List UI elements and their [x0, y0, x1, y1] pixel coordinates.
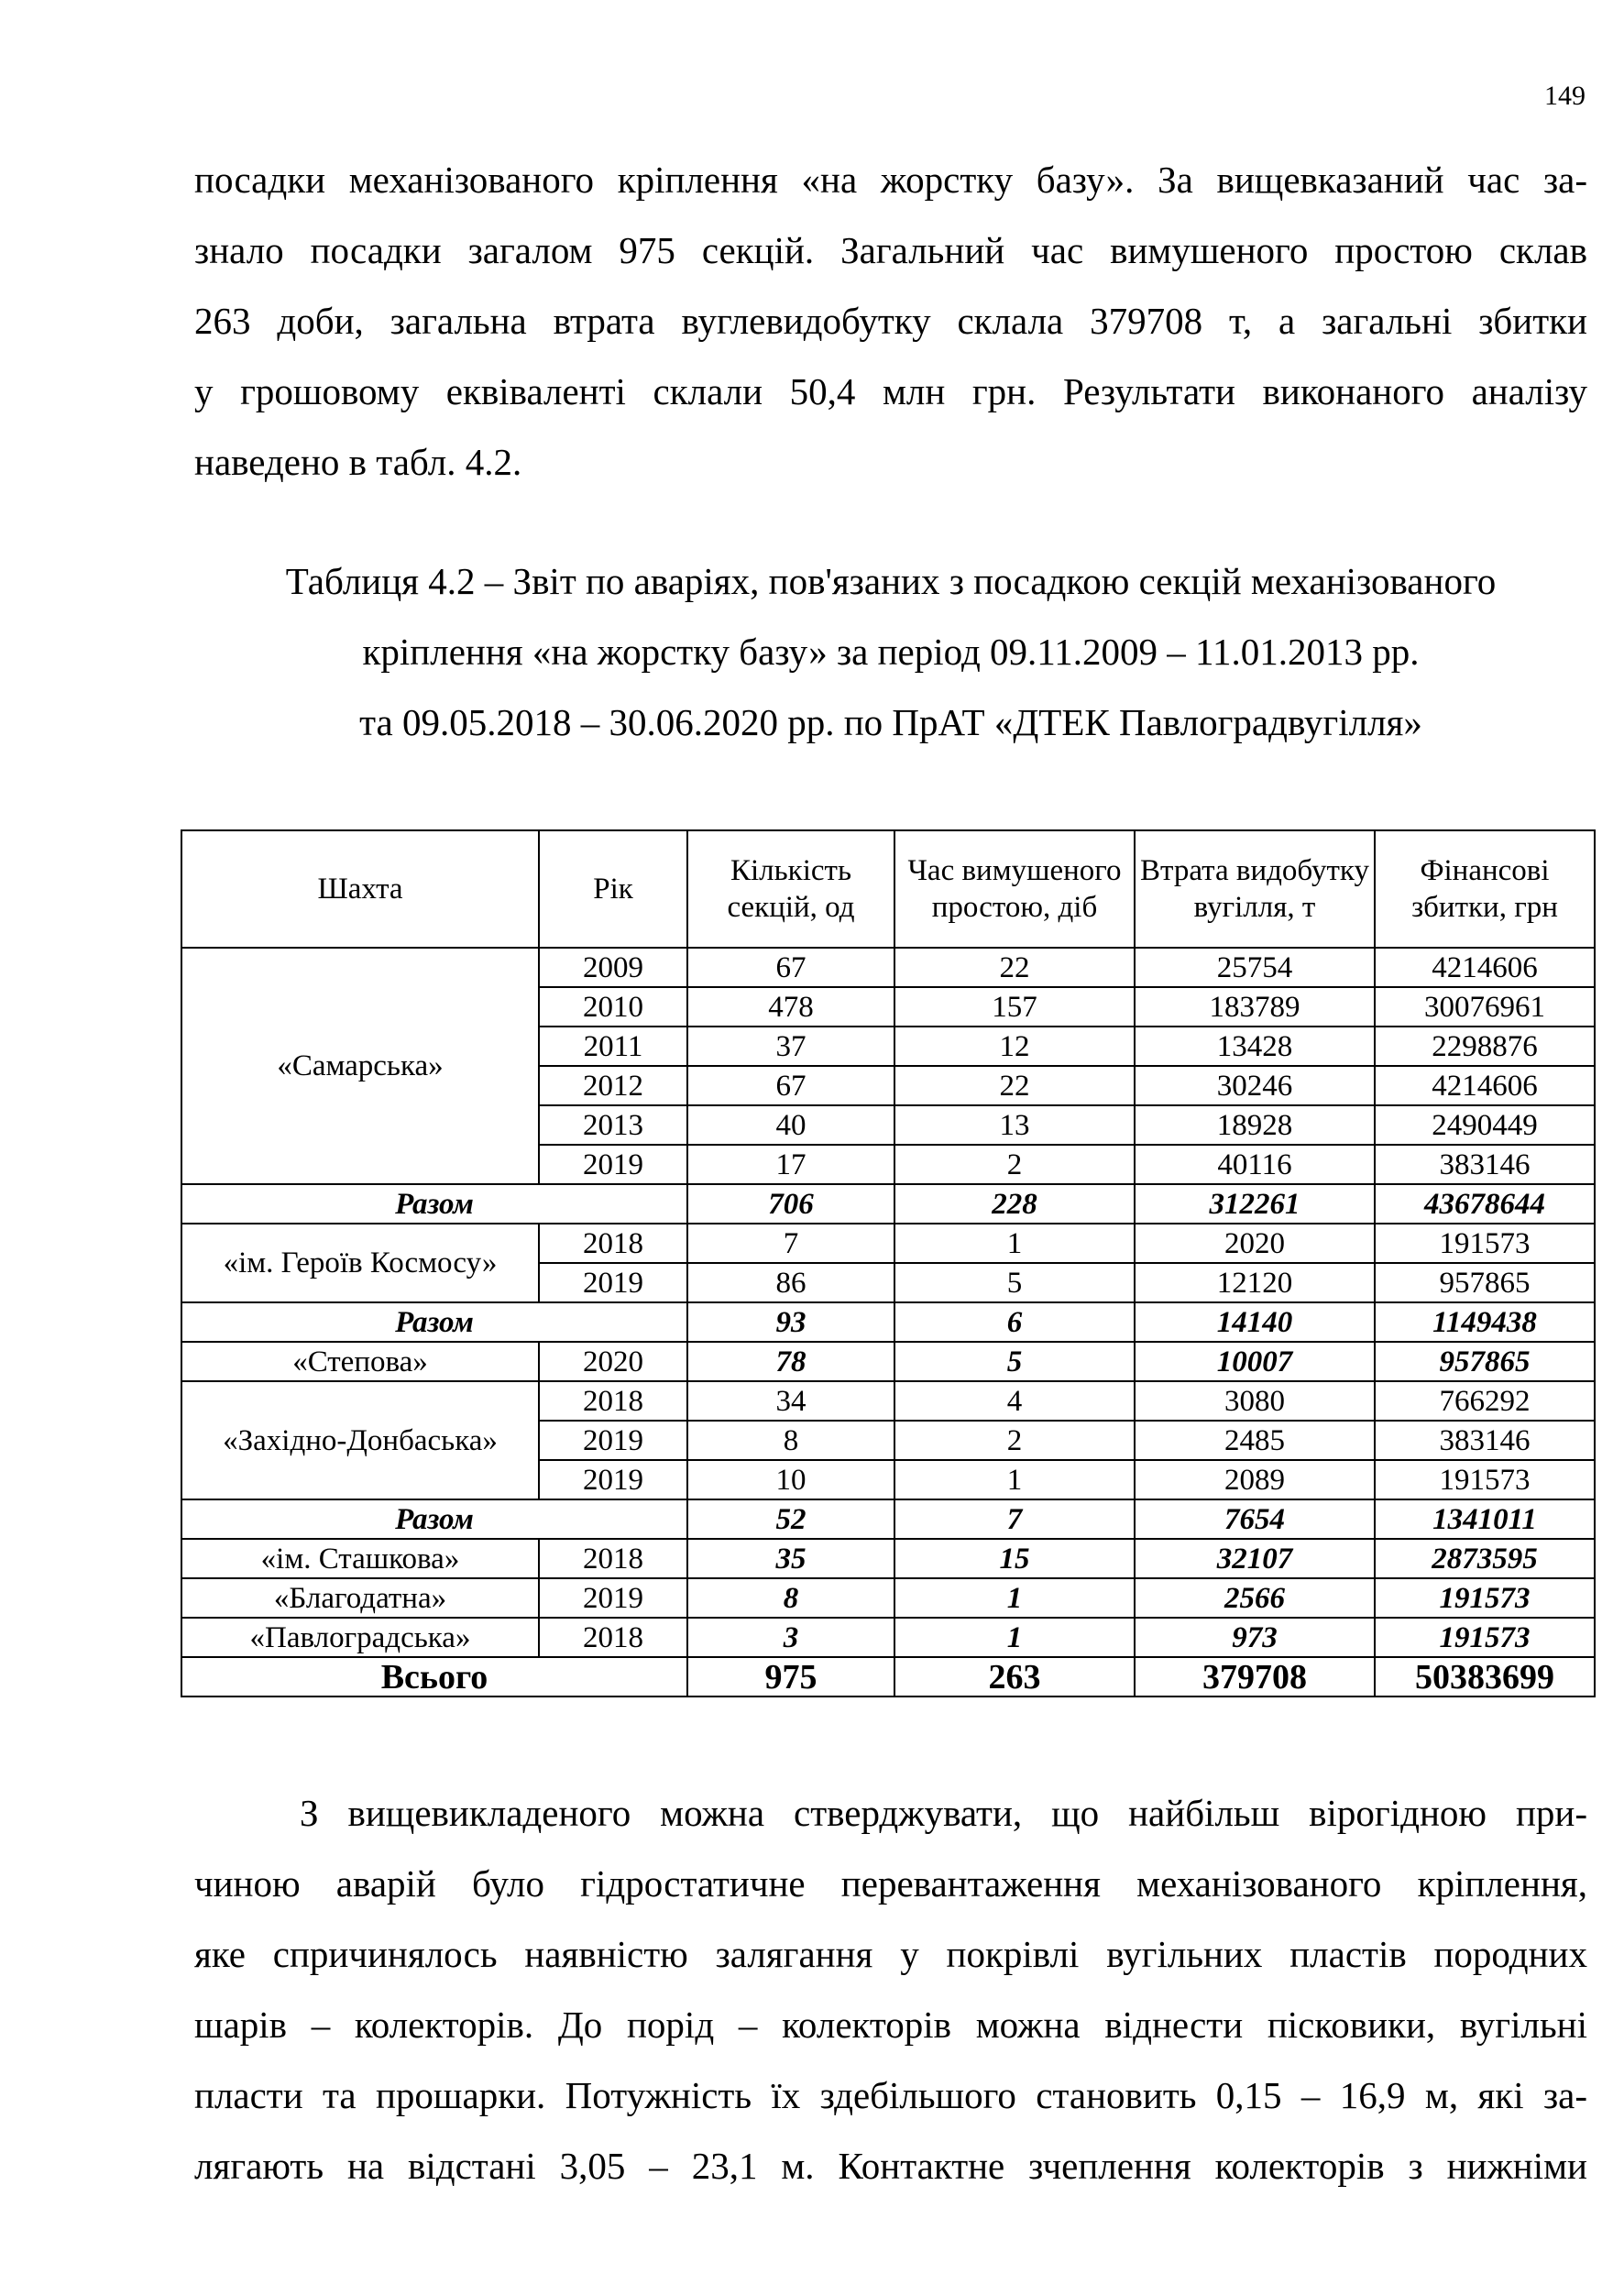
- cell-sections: 3: [687, 1618, 894, 1657]
- page-number: 149: [1544, 81, 1586, 111]
- cell-coal-loss: 2020: [1135, 1224, 1375, 1263]
- conclusion-line: шарів – колекторів. До порід – колекторів можна віднести пісковики, вугільні: [194, 2004, 1587, 2046]
- cell-coal-loss: 312261: [1135, 1184, 1375, 1224]
- cell-financial-loss: 957865: [1375, 1263, 1595, 1302]
- cell-year: 2019: [539, 1263, 687, 1302]
- cell-coal-loss: 40116: [1135, 1145, 1375, 1184]
- subtotal-label: Разом: [181, 1499, 687, 1539]
- cell-financial-loss: 383146: [1375, 1421, 1595, 1460]
- cell-coal-loss: 2485: [1135, 1421, 1375, 1460]
- cell-downtime: 22: [894, 1066, 1135, 1105]
- cell-year: 2012: [539, 1066, 687, 1105]
- cell-sections: 67: [687, 948, 894, 987]
- table-row: [181, 1618, 1595, 1657]
- cell-downtime: 22: [894, 948, 1135, 987]
- cell-coal-loss: 13428: [1135, 1027, 1375, 1066]
- mine-name: «Павлоградська»: [181, 1618, 539, 1657]
- table-row: [181, 1381, 1595, 1421]
- header-coal-loss: Втрата видобутку вугілля, т: [1135, 830, 1375, 948]
- cell-year: 2010: [539, 987, 687, 1027]
- cell-financial-loss: 1149438: [1375, 1302, 1595, 1342]
- grand-total-row: [181, 1657, 1595, 1697]
- cell-sections: 706: [687, 1184, 894, 1224]
- header-financial-loss: Фінансові збитки, грн: [1375, 830, 1595, 948]
- intro-line: у грошовому еквіваленті склали 50,4 млн грн. Результати виконаного аналізу: [194, 370, 1587, 412]
- cell-financial-loss: 2873595: [1375, 1539, 1595, 1578]
- cell-financial-loss: 766292: [1375, 1381, 1595, 1421]
- cell-sections: 7: [687, 1224, 894, 1263]
- cell-coal-loss: 25754: [1135, 948, 1375, 987]
- cell-sections: 78: [687, 1342, 894, 1381]
- cell-coal-loss: 3080: [1135, 1381, 1375, 1421]
- grand-total-label: Всього: [181, 1657, 687, 1697]
- cell-coal-loss: 30246: [1135, 1066, 1375, 1105]
- conclusion-line: лягають на відстані 3,05 – 23,1 м. Контактне зчеплення колекторів з нижніми: [194, 2145, 1587, 2187]
- cell-year: 2018: [539, 1539, 687, 1578]
- cell-sections: 86: [687, 1263, 894, 1302]
- cell-year: 2018: [539, 1618, 687, 1657]
- cell-downtime: 157: [894, 987, 1135, 1027]
- cell-downtime: 7: [894, 1499, 1135, 1539]
- cell-financial-loss: 191573: [1375, 1578, 1595, 1618]
- cell-financial-loss: 2298876: [1375, 1027, 1595, 1066]
- cell-downtime: 2: [894, 1421, 1135, 1460]
- cell-downtime: 1: [894, 1224, 1135, 1263]
- cell-downtime: 263: [894, 1657, 1135, 1697]
- cell-downtime: 2: [894, 1145, 1135, 1184]
- cell-financial-loss: 43678644: [1375, 1184, 1595, 1224]
- cell-coal-loss: 183789: [1135, 987, 1375, 1027]
- subtotal-label: Разом: [181, 1302, 687, 1342]
- table-row: [181, 1578, 1595, 1618]
- table-row: [181, 1539, 1595, 1578]
- cell-financial-loss: 191573: [1375, 1618, 1595, 1657]
- conclusion-line: пласти та прошарки. Потужність їх здебільшого становить 0,15 – 16,9 м, які за-: [194, 2074, 1587, 2116]
- cell-financial-loss: 191573: [1375, 1224, 1595, 1263]
- cell-financial-loss: 383146: [1375, 1145, 1595, 1184]
- cell-year: 2020: [539, 1342, 687, 1381]
- cell-coal-loss: 7654: [1135, 1499, 1375, 1539]
- cell-sections: 478: [687, 987, 894, 1027]
- cell-sections: 17: [687, 1145, 894, 1184]
- table-row: [181, 1342, 1595, 1381]
- intro-paragraph: [194, 145, 1587, 498]
- cell-year: 2018: [539, 1381, 687, 1421]
- cell-financial-loss: 957865: [1375, 1342, 1595, 1381]
- intro-line: наведено в табл. 4.2.: [194, 441, 522, 483]
- table-row: [181, 1224, 1595, 1263]
- cell-year: 2019: [539, 1460, 687, 1499]
- cell-coal-loss: 379708: [1135, 1657, 1375, 1697]
- caption-line: та 09.05.2018 – 30.06.2020 рр. по ПрАТ «ДТЕК Павлоградвугілля»: [359, 701, 1422, 743]
- cell-coal-loss: 10007: [1135, 1342, 1375, 1381]
- mine-name: «Степова»: [181, 1342, 539, 1381]
- subtotal-row: [181, 1302, 1595, 1342]
- cell-sections: 34: [687, 1381, 894, 1421]
- cell-year: 2019: [539, 1578, 687, 1618]
- mine-name: «ім. Героїв Космосу»: [181, 1224, 539, 1302]
- conclusion-line: З вищевикладеного можна стверджувати, що найбільш вірогідною при-: [300, 1792, 1587, 1834]
- cell-year: 2011: [539, 1027, 687, 1066]
- cell-sections: 8: [687, 1578, 894, 1618]
- cell-downtime: 1: [894, 1578, 1135, 1618]
- mine-name: «ім. Сташкова»: [181, 1539, 539, 1578]
- caption-line: Таблиця 4.2 – Звіт по аваріях, пов'язаних з посадкою секцій механізованого: [285, 560, 1497, 602]
- cell-financial-loss: 4214606: [1375, 1066, 1595, 1105]
- table-caption: [194, 546, 1587, 758]
- cell-coal-loss: 32107: [1135, 1539, 1375, 1578]
- table-row: [181, 948, 1595, 987]
- table-header-row: [181, 830, 1595, 948]
- caption-line: кріплення «на жорстку базу» за період 09.11.2009 – 11.01.2013 рр.: [362, 631, 1420, 673]
- cell-sections: 67: [687, 1066, 894, 1105]
- mine-name: «Самарська»: [181, 948, 539, 1184]
- cell-downtime: 1: [894, 1460, 1135, 1499]
- conclusion-line: яке спричинялось наявністю залягання у покрівлі вугільних пластів породних: [194, 1933, 1587, 1975]
- subtotal-label: Разом: [181, 1184, 687, 1224]
- cell-financial-loss: 191573: [1375, 1460, 1595, 1499]
- cell-downtime: 228: [894, 1184, 1135, 1224]
- cell-downtime: 12: [894, 1027, 1135, 1066]
- cell-downtime: 4: [894, 1381, 1135, 1421]
- header-sections: Кількість секцій, од: [687, 830, 894, 948]
- subtotal-row: [181, 1499, 1595, 1539]
- cell-coal-loss: 2089: [1135, 1460, 1375, 1499]
- cell-year: 2013: [539, 1105, 687, 1145]
- header-year: Рік: [539, 830, 687, 948]
- cell-sections: 40: [687, 1105, 894, 1145]
- cell-sections: 52: [687, 1499, 894, 1539]
- cell-financial-loss: 4214606: [1375, 948, 1595, 987]
- cell-financial-loss: 1341011: [1375, 1499, 1595, 1539]
- cell-sections: 37: [687, 1027, 894, 1066]
- cell-coal-loss: 14140: [1135, 1302, 1375, 1342]
- header-mine: Шахта: [181, 830, 539, 948]
- subtotal-row: [181, 1184, 1595, 1224]
- accident-report-table: [181, 829, 1596, 1697]
- cell-sections: 10: [687, 1460, 894, 1499]
- mine-name: «Західно-Донбаська»: [181, 1381, 539, 1499]
- conclusion-paragraph: [194, 1778, 1587, 2202]
- conclusion-line: чиною аварій було гідростатичне перевантаження механізованого кріплення,: [194, 1862, 1587, 1905]
- cell-year: 2009: [539, 948, 687, 987]
- cell-year: 2019: [539, 1145, 687, 1184]
- mine-name: «Благодатна»: [181, 1578, 539, 1618]
- cell-sections: 93: [687, 1302, 894, 1342]
- cell-coal-loss: 2566: [1135, 1578, 1375, 1618]
- header-downtime: Час вимушеного простою, діб: [894, 830, 1135, 948]
- intro-line: посадки механізованого кріплення «на жорстку базу». За вищевказаний час за-: [194, 159, 1587, 201]
- cell-coal-loss: 973: [1135, 1618, 1375, 1657]
- cell-sections: 8: [687, 1421, 894, 1460]
- cell-financial-loss: 30076961: [1375, 987, 1595, 1027]
- cell-coal-loss: 12120: [1135, 1263, 1375, 1302]
- cell-sections: 975: [687, 1657, 894, 1697]
- intro-line: 263 доби, загальна втрата вуглевидобутку склала 379708 т, а загальні збитки: [194, 300, 1587, 342]
- cell-downtime: 5: [894, 1263, 1135, 1302]
- cell-financial-loss: 50383699: [1375, 1657, 1595, 1697]
- cell-downtime: 1: [894, 1618, 1135, 1657]
- cell-downtime: 15: [894, 1539, 1135, 1578]
- cell-downtime: 5: [894, 1342, 1135, 1381]
- cell-year: 2018: [539, 1224, 687, 1263]
- cell-sections: 35: [687, 1539, 894, 1578]
- cell-downtime: 13: [894, 1105, 1135, 1145]
- cell-downtime: 6: [894, 1302, 1135, 1342]
- cell-year: 2019: [539, 1421, 687, 1460]
- cell-financial-loss: 2490449: [1375, 1105, 1595, 1145]
- cell-coal-loss: 18928: [1135, 1105, 1375, 1145]
- intro-line: знало посадки загалом 975 секцій. Загальний час вимушеного простою склав: [194, 229, 1587, 271]
